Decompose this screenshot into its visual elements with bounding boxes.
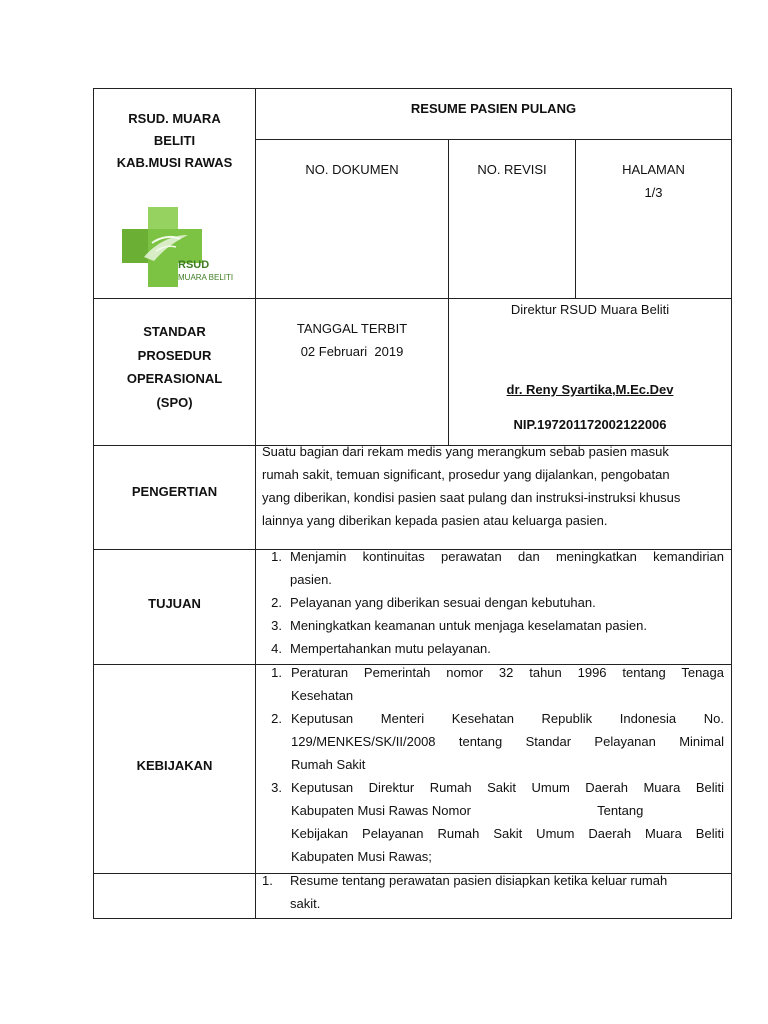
list-item-number: 2. [271,711,282,726]
spo-line2: PROSEDUR [137,347,212,363]
no-revisi-label: NO. REVISI [477,162,547,177]
logo-sub: MUARA BELITI [178,273,234,282]
pengertian-line: yang diberikan, kondisi pasien saat pulang dan instruksi-instruksi khusus [262,490,681,505]
pengertian-line: Suatu bagian dari rekam medis yang merangkum sebab pasien masuk [262,444,669,459]
list-item-number: 2. [271,595,282,610]
direktur-nip: NIP.197201172002122006 [513,417,667,432]
logo-brand: RSUD [178,259,210,271]
direktur-label: Direktur RSUD Muara Beliti [510,302,670,317]
list-item-text: Peraturan Pemerintah nomor 32 tahun 1996 tentang Tenaga [291,665,724,680]
no-dokumen-label: NO. DOKUMEN [305,162,399,177]
spo-label [94,320,255,414]
list-item-text: pasien. [290,572,332,587]
list-item-text: Rumah Sakit [291,757,366,772]
list-item-text: Kabupaten Musi Rawas Nomor Tentang [291,803,644,818]
list-item-number: 3. [271,618,282,633]
hospital-name-line3: KAB.MUSI RAWAS [116,155,233,170]
hospital-name [94,108,255,174]
list-item-text: Kabupaten Musi Rawas; [291,849,432,864]
list-item-text: sakit. [290,896,321,911]
tujuan-label: TUJUAN [148,596,201,611]
halaman-value: 1/3 [644,185,663,200]
list-item-text: Keputusan Direktur Rumah Sakit Umum Daerah Muara Beliti [291,780,724,795]
list-item-text: Resume tentang perawatan pasien disiapkan ketika keluar rumah [290,873,668,888]
prosedur-list [262,869,724,917]
list-item-text: Keputusan Menteri Kesehatan Republik Indonesia No. [291,711,724,726]
list-item-text: Kebijakan Pelayanan Rumah Sakit Umum Daerah Muara Beliti [291,826,724,841]
kebijakan-label: KEBIJAKAN [136,758,213,773]
tujuan-list [262,545,724,665]
direktur-name: dr. Reny Syartika,M.Ec.Dev [506,382,674,397]
tanggal-terbit-value: 02 Februari 2019 [300,344,404,359]
list-item-number: 1. [262,873,273,888]
list-item-number: 1. [271,665,282,680]
list-item-text: Kesehatan [291,688,354,703]
spo-line1: STANDAR [143,324,206,339]
spo-line4: (SPO) [156,394,193,410]
document-title: RESUME PASIEN PULANG [410,101,577,116]
pengertian-label: PENGERTIAN [131,484,218,499]
hospital-logo [118,205,238,287]
list-item-text: Menjamin kontinuitas perawatan dan meningkatkan kemandirian [290,549,724,564]
hospital-name-line1: RSUD. MUARA [128,111,221,126]
pengertian-text [262,440,722,532]
list-item-number: 4. [271,641,282,656]
spo-line3: OPERASIONAL [126,371,223,386]
tanggal-terbit-label: TANGGAL TERBIT [296,321,408,336]
pengertian-line: rumah sakit, temuan significant, prosedur yang dijalankan, pengobatan [262,467,670,482]
list-item-number: 1. [271,549,282,564]
list-item-text: Mempertahankan mutu pelayanan. [290,641,491,656]
pengertian-line: lainnya yang diberikan kepada pasien atau keluarga pasien. [262,513,608,528]
kebijakan-list [262,661,724,871]
list-item-text: Pelayanan yang diberikan sesuai dengan kebutuhan. [290,595,596,610]
halaman-label: HALAMAN [622,162,685,177]
list-item-number: 3. [271,780,282,795]
hospital-name-line2: BELITI [153,133,196,148]
list-item-text: Meningkatkan keamanan untuk menjaga keselamatan pasien. [290,618,648,633]
list-item-text: 129/MENKES/SK/II/2008 tentang Standar Pelayanan Minimal [291,734,724,749]
